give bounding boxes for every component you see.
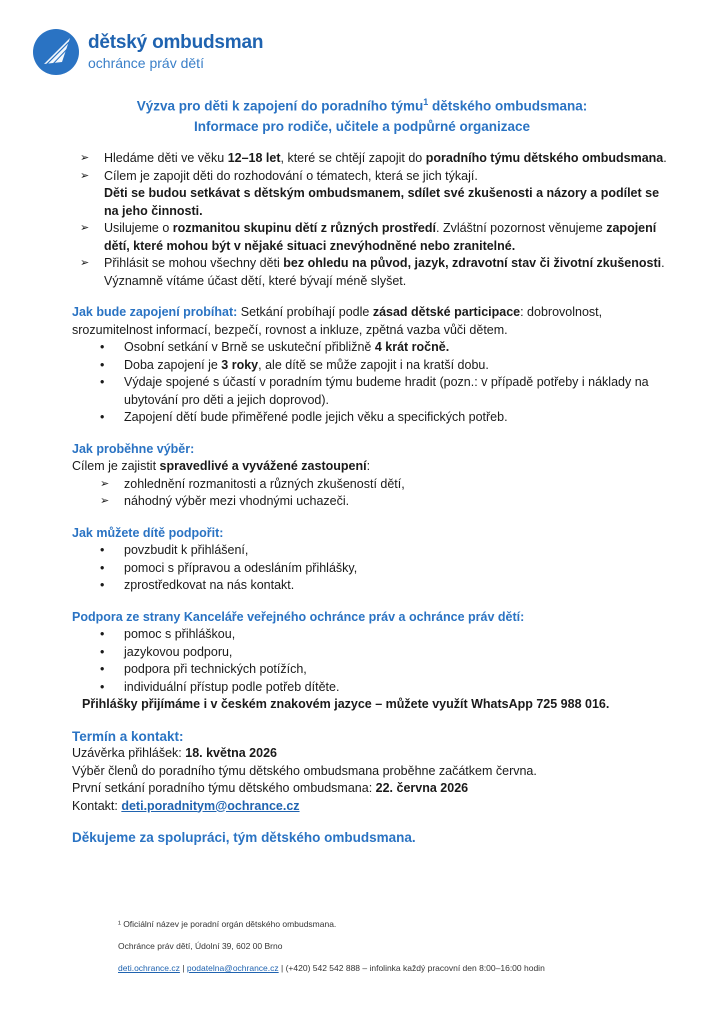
list-item-text: Zapojení dětí bude přiměřené podle jejich věku a specifických potřeb. (124, 410, 508, 424)
list-item-text: Doba zapojení je (124, 357, 222, 372)
list-item (100, 374, 672, 409)
list-item-text: pomoc s přihláškou, (124, 627, 236, 641)
contact-heading: Termín a kontakt: (72, 728, 184, 744)
participation-text-bold: zásad dětské participace (372, 305, 521, 319)
participation-text: : dobrovolnost, srozumitelnost informací, bezpečí, rovnost a inkluze, zpětná vazba vůči dětem. (72, 305, 603, 337)
bullet-icon: • (100, 662, 105, 676)
intro-text: . (663, 151, 667, 165)
arrow-icon: ➢ (80, 257, 90, 269)
intro-age: 12–18 let (227, 151, 281, 165)
selection-heading: Jak proběhne výběr: (72, 441, 195, 456)
list-item-bold: 3 roky (221, 357, 259, 372)
support-child-list (72, 542, 672, 595)
footer-address: Ochránce práv dětí, Údolní 39, 602 00 Brno (118, 941, 283, 951)
selection-list (72, 476, 672, 511)
list-item-text: Osobní setkání v Brně se uskuteční přibližně (124, 340, 375, 354)
support-office-section (72, 609, 672, 714)
list-item-text: podpora při technických potížích, (124, 662, 307, 676)
list-item-text: pomoci s přípravou a odesláním přihlášky, (124, 560, 358, 575)
first-meeting-value: 22. června 2026 (375, 781, 469, 795)
document-title (40, 92, 684, 137)
list-item (100, 339, 672, 357)
list-item (100, 409, 672, 427)
list-item-bold: 4 krát ročně. (374, 340, 450, 354)
main-content (72, 150, 672, 847)
list-item-text: individuální přístup podle potřeb dítěte. (124, 679, 340, 694)
list-item-text: , ale dítě se může zapojit i na kratší dobu. (258, 357, 489, 372)
bullet-icon: • (100, 644, 105, 659)
participation-section (72, 304, 672, 427)
intro-text-bold: bez ohledu na původ, jazyk, zdravotní stav či životní zkušenosti (283, 256, 662, 270)
logo (32, 28, 263, 76)
footnote-text: ¹ Oficiální název je poradní orgán dětského ombudsmana. (118, 919, 337, 929)
title-line1-end: dětského ombudsmana: (428, 98, 588, 114)
list-item-text: zprostředkovat na nás kontakt. (124, 578, 295, 592)
bullet-icon: • (100, 410, 105, 424)
arrow-icon: ➢ (80, 152, 90, 164)
footnote-mark: 1 (423, 97, 429, 107)
intro-item (80, 220, 672, 255)
bullet-icon: • (100, 357, 105, 372)
list-item-text: povzbudit k přihlášení, (124, 543, 249, 557)
logo-subtitle: ochránce práv dětí (88, 55, 204, 71)
intro-text-bold: Děti se budou setkávat s dětským ombudsmanem, sdílet své zkušenosti a názory a podílet se na jeho činnosti. (104, 186, 660, 218)
list-item-text: jazykovou podporu, (124, 644, 233, 659)
intro-text: Přihlásit se mohou všechny děti (104, 256, 284, 270)
intro-text: , které se chtějí zapojit do (280, 151, 426, 165)
intro-item (80, 255, 672, 290)
footer-web-link[interactable]: deti.ochrance.cz (118, 963, 180, 973)
intro-item (80, 150, 672, 168)
arrow-icon: ➢ (80, 222, 90, 234)
bullet-icon: • (100, 340, 105, 354)
footer-contacts (118, 962, 678, 974)
deadline-value: 18. května 2026 (185, 746, 277, 760)
selection-text-bold: spravedlivé a vyvážené zastoupení (159, 459, 367, 473)
footer-phone: | (+420) 542 542 888 – infolinka každý pracovní den 8:00–16:00 hodin (278, 963, 545, 973)
intro-text-bold: rozmanitou skupinu dětí z různých prostředí (172, 221, 436, 235)
list-item-text: zohlednění rozmanitosti a různých zkušeností dětí, (124, 476, 405, 491)
selection-date-text: Výběr členů do poradního týmu dětského ombudsmana proběhne začátkem června. (72, 763, 537, 778)
intro-text: Usilujeme o (104, 221, 173, 235)
arrow-icon: ➢ (100, 477, 110, 490)
bullet-icon: • (100, 543, 105, 557)
support-child-section (72, 525, 672, 595)
participation-list (72, 339, 672, 427)
selection-text: Cílem je zajistit (72, 459, 160, 473)
support-office-heading: Podpora ze strany Kanceláře veřejného ochránce práv a ochránce práv dětí: (72, 609, 525, 624)
first-meeting-label: První setkání poradního týmu dětského ombudsmana: (72, 781, 376, 795)
logo-name: dětský ombudsman (88, 32, 264, 53)
bullet-icon: • (100, 627, 105, 641)
intro-text-bold: zapojení dětí, které mohou být v nějaké situaci znevýhodněné nebo zranitelné. (104, 221, 657, 253)
list-item (100, 493, 672, 511)
list-item (100, 560, 672, 578)
list-item (100, 661, 672, 679)
list-item (100, 577, 672, 595)
thanks-text: Děkujeme za spolupráci, tým dětského ombudsmana. (72, 830, 416, 845)
list-item (100, 476, 672, 494)
selection-text: : (366, 459, 371, 473)
intro-text: Cílem je zapojit děti do rozhodování o tématech, která se jich týkají. (104, 168, 478, 183)
intro-list (78, 150, 672, 290)
intro-team: poradního týmu dětského ombudsmana (425, 151, 664, 165)
intro-item (80, 168, 672, 221)
contact-label: Kontakt: (72, 798, 122, 813)
list-item-text: náhodný výběr mezi vhodnými uchazeči. (124, 494, 350, 508)
bullet-icon: • (100, 578, 105, 592)
list-item (100, 679, 672, 697)
deadline-label: Uzávěrka přihlášek: (72, 746, 186, 760)
ombudsman-logo-icon (32, 28, 80, 76)
arrow-icon: ➢ (100, 495, 110, 507)
title-line1: Výzva pro děti k zapojení do poradního týmu (136, 98, 424, 114)
selection-section (72, 441, 672, 511)
intro-text: . Významně vítáme účast dětí, které bývají méně slyšet. (104, 256, 665, 288)
contact-email-link[interactable]: deti.poradnitym@ochrance.cz (121, 798, 300, 813)
footer-mail-link[interactable]: podatelna@ochrance.cz (186, 963, 279, 973)
support-office-list (72, 626, 672, 696)
footer-separator: | (179, 963, 187, 973)
bullet-icon: • (100, 560, 105, 575)
list-item-text: Výdaje spojené s účastí v poradním týmu budeme hradit (pozn.: v případě potřeby i náklady na ubytování pro děti a jejich doprovod). (124, 375, 649, 407)
footer (118, 918, 678, 984)
list-item (100, 626, 672, 644)
sign-language-note: Přihlášky přijímáme i v českém znakovém jazyce – můžete využít WhatsApp 725 988 016. (82, 697, 610, 711)
bullet-icon: • (100, 679, 105, 694)
list-item (100, 542, 672, 560)
bullet-icon: • (100, 375, 105, 389)
list-item (100, 357, 672, 375)
contact-section (72, 728, 672, 816)
participation-heading: Jak bude zapojení probíhat: (72, 305, 238, 319)
intro-text: . Zvláštní pozornost věnujeme (436, 221, 607, 235)
arrow-icon: ➢ (80, 169, 90, 182)
title-line2: Informace pro rodiče, učitele a podpůrné organizace (193, 118, 531, 134)
intro-text: Hledáme děti ve věku (104, 151, 228, 165)
participation-text: Setkání probíhají podle (237, 305, 373, 319)
list-item (100, 644, 672, 662)
support-child-heading: Jak můžete dítě podpořit: (72, 525, 224, 540)
